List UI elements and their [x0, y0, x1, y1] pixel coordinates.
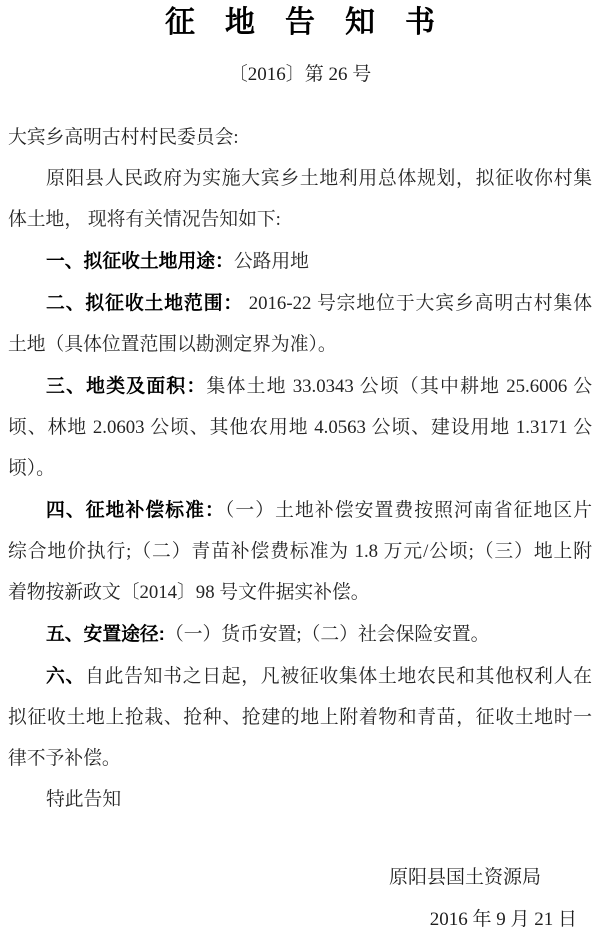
- line-text: 2016-22 号宗地位于大宾乡高明古村集体: [243, 293, 593, 314]
- section-heading: 五、安置途径:: [46, 623, 165, 644]
- signature-block: [8, 857, 592, 928]
- document-title: 征 地 告 知 书: [165, 6, 435, 39]
- signature-date: 2016 年 9 月 21 日: [429, 909, 577, 928]
- line-text: 自此告知书之日起，凡被征收集体土地农民和其他权利人在: [85, 666, 593, 687]
- document-line: [8, 697, 592, 738]
- line-text: 体土地， 现将有关情况告知如下:: [8, 209, 281, 230]
- document-number: 〔2016〕第 26 号: [228, 64, 372, 85]
- line-text: 拟征收土地上抢栽、抢种、抢建的地上附着物和青苗，征收土地时一: [8, 707, 592, 728]
- line-text: 顷、林地 2.0603 公顷、其他农用地 4.0563 公顷、建设用地 1.3171 公: [8, 417, 592, 438]
- document-line: [8, 199, 592, 240]
- document-line: [8, 158, 592, 199]
- document-line: [8, 613, 592, 655]
- document-line: [8, 117, 592, 158]
- document-line: [8, 282, 592, 324]
- document-line: [8, 324, 592, 365]
- line-text: （一）土地补偿安置费按照河南省征地区片: [224, 500, 592, 521]
- line-text: 着物按新政文〔2014〕98 号文件据实补偿。: [8, 582, 370, 603]
- document-line: [8, 531, 592, 572]
- document-line: [8, 448, 592, 489]
- line-text: 大宾乡高明古村村民委员会:: [8, 127, 239, 148]
- section-heading: 一、拟征收土地用途：: [46, 250, 234, 271]
- section-heading: 二、拟征收土地范围：: [46, 292, 244, 313]
- line-text: 顷）。: [8, 458, 55, 479]
- document-line: [8, 240, 592, 282]
- document-line: [8, 489, 592, 531]
- line-text: 综合地价执行;（二）青苗补偿费标准为 1.8 万元/公顷;（三）地上附: [8, 541, 592, 562]
- line-text: （一）货币安置;（二）社会保险安置。: [164, 624, 490, 645]
- section-heading: 四、征地补偿标准：: [46, 499, 225, 520]
- document-line: [8, 655, 592, 697]
- line-text: 律不予补偿。: [8, 748, 121, 769]
- document-line: [8, 779, 592, 820]
- document-line: [8, 572, 592, 613]
- line-text: 特此告知: [46, 789, 122, 810]
- line-text: 集体土地 33.0343 公顷（其中耕地 25.6006 公: [206, 376, 593, 397]
- document-body: [8, 117, 592, 820]
- document-line: [8, 738, 592, 779]
- line-text: 公路用地: [233, 251, 309, 272]
- line-text: 原阳县人民政府为实施大宾乡土地利用总体规划，拟征收你村集: [46, 168, 592, 189]
- section-heading: 三、地类及面积：: [46, 375, 207, 396]
- document-line: [8, 407, 592, 448]
- line-text: 土地（具体位置范围以勘测定界为准）。: [8, 334, 337, 355]
- document-line: [8, 365, 592, 407]
- signature-issuer: 原阳县国土资源局: [388, 867, 541, 888]
- section-heading: 六、: [46, 665, 86, 686]
